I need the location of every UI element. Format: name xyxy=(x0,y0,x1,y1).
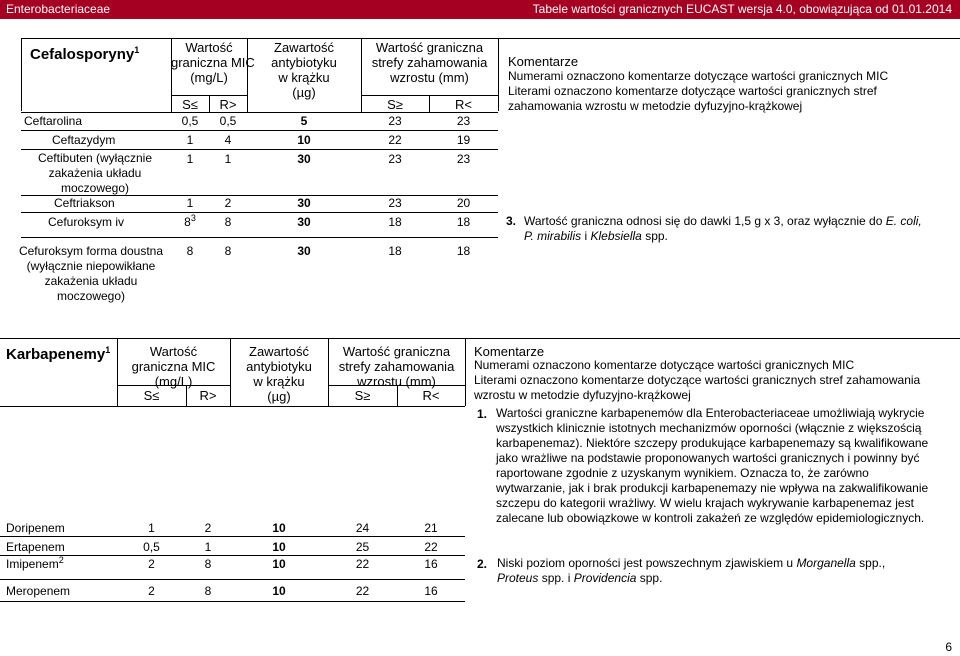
cell-mic-s: 1 xyxy=(186,133,194,147)
page-header-bar xyxy=(0,0,960,19)
comments-header: Komentarze xyxy=(508,54,579,69)
note-1-text: Wartości graniczne karbapenemów dla Enterobacteriaceae umożliwiają wykrycie wszystkich klinicznie istotnych mechanizmów oporności (włącznie z większością karbapenemaz). Niektóre szczepy produkujące karbapenemazy są kwalifikowane jako wrażliwe na podstawie proponowanych wartości granicznych i powinny być raportowane zgodnie z uzyskanym wynikiem. Oznacza to, że zarówno wytwarzanie, jak i brak produkcji karbapenemazy nie wpływa na zakwalifikowanie szczepu do kategorii wrażliwy. W wielu krajach wykrywanie karbapenemaz jest zalecane lub obowiązkowe w kontroli zakażeń ze względów epidemiologicznych. xyxy=(496,406,929,525)
cell-zone-s: 18 xyxy=(388,215,402,229)
cell-content: 10 xyxy=(272,584,286,598)
cell-zone-r: 23 xyxy=(456,114,471,128)
row-label: Ertapenem xyxy=(6,540,65,554)
mic-s-header: S≤ xyxy=(143,388,160,403)
note-3-number: 3. xyxy=(506,214,517,228)
cell-zone-r: 18 xyxy=(456,215,471,229)
cell-zone-s: 23 xyxy=(388,152,402,166)
cell-zone-s: 23 xyxy=(388,196,402,210)
zone-column-header: Wartość graniczna strefy zahamowania wzrostu (mm) xyxy=(371,40,488,85)
cell-zone-r: 16 xyxy=(424,584,438,598)
cell-mic-r: 4 xyxy=(224,133,232,147)
cell-zone-r: 16 xyxy=(424,557,438,571)
mic-column-header: Wartość graniczna MIC (mg/L) xyxy=(171,40,255,85)
page-number: 6 xyxy=(945,640,952,654)
cell-mic-r: 8 xyxy=(204,557,212,571)
cell-content: 30 xyxy=(297,196,311,210)
cell-content: 10 xyxy=(272,540,286,554)
cell-mic-s: 1 xyxy=(186,152,194,166)
cell-zone-s: 24 xyxy=(355,521,370,535)
mic-r-header: R> xyxy=(199,388,217,403)
cell-mic-r: 2 xyxy=(204,521,212,535)
cell-zone-s: 23 xyxy=(388,114,402,128)
zone-r-header: R< xyxy=(422,388,440,403)
mic-s-header: S≤ xyxy=(182,97,198,112)
zone-r-header: R< xyxy=(455,97,472,112)
header-document-title: Tabele wartości granicznych EUCAST wersja 4.0, obowiązująca od 01.01.2014 xyxy=(532,2,952,16)
cell-zone-s: 18 xyxy=(388,244,402,258)
cell-zone-r: 21 xyxy=(424,521,438,535)
note-2-text: Niski poziom oporności jest powszechnym zjawiskiem u Morganella spp., Proteus spp. i Providencia spp. xyxy=(497,556,886,585)
row-label: Cefuroksym forma doustna (wyłącznie niepowikłane zakażenia układu moczowego) xyxy=(18,244,164,303)
row-label: Doripenem xyxy=(6,521,65,535)
cell-mic-r: 1 xyxy=(204,540,212,554)
cell-mic-s: 8 xyxy=(186,244,194,258)
row-label: Imipenem$^2$ xyxy=(6,555,64,571)
row-label: Meropenem xyxy=(6,584,71,598)
cell-mic-r: 0,5 xyxy=(219,114,237,128)
row-label: Ceftazydym xyxy=(52,133,116,147)
row-label: Ceftibuten (wyłącznie zakażenia układu moczowego) xyxy=(37,151,153,195)
cell-zone-r: 22 xyxy=(424,540,438,554)
mic-r-header: R> xyxy=(219,97,237,112)
cell-content: 10 xyxy=(272,521,286,535)
comments-header: Komentarze xyxy=(474,344,545,359)
cell-zone-r: 18 xyxy=(456,244,471,258)
cell-mic-r: 8 xyxy=(224,215,232,229)
carbapenems-title: Karbapenemy$^1$ xyxy=(6,345,111,363)
cell-mic-r: 8 xyxy=(204,584,212,598)
disk-content-header: Zawartość antybiotyku w krążku (µg) xyxy=(271,40,337,100)
mic-column-header: Wartość graniczna MIC (mg/L) xyxy=(131,344,216,389)
cell-content: 5 xyxy=(300,114,308,128)
cell-content: 30 xyxy=(297,152,311,166)
note-2-number: 2. xyxy=(477,557,488,571)
cell-mic-s: 1 xyxy=(148,521,155,535)
cell-zone-r: 19 xyxy=(456,133,471,147)
cell-mic-s: 0,5 xyxy=(181,114,199,128)
cell-mic-s: $8^3$ xyxy=(184,213,196,229)
cell-zone-r: 23 xyxy=(456,152,471,166)
cell-content: 10 xyxy=(297,133,311,147)
row-label: Ceftriakson xyxy=(54,196,115,210)
cell-mic-s: 1 xyxy=(186,196,194,210)
cell-mic-r: 1 xyxy=(224,152,232,166)
cell-zone-s: 22 xyxy=(355,584,370,598)
cell-mic-s: 2 xyxy=(148,584,155,598)
cell-zone-r: 20 xyxy=(456,196,471,210)
cell-zone-s: 22 xyxy=(388,133,402,147)
cell-content: 30 xyxy=(297,244,311,258)
header-section-title: Enterobacteriaceae xyxy=(6,2,111,16)
cell-content: 30 xyxy=(297,215,311,229)
note-1-number: 1. xyxy=(477,407,488,421)
cell-mic-s: 2 xyxy=(148,557,155,571)
disk-content-header: Zawartość antybiotyku w krążku (µg) xyxy=(246,344,312,404)
cell-mic-r: 2 xyxy=(224,196,232,210)
row-label: Cefuroksym iv xyxy=(48,215,125,229)
cell-mic-s: 0,5 xyxy=(143,540,160,554)
cell-zone-s: 25 xyxy=(355,540,370,554)
cell-content: 10 xyxy=(272,557,286,571)
cephalosporins-title: Cefalosporyny$^1$ xyxy=(30,45,140,63)
zone-s-header: S≥ xyxy=(354,388,371,403)
row-label: Ceftarolina xyxy=(24,114,83,128)
note-3-text: Wartość graniczna odnosi się do dawki 1,5 g x 3, oraz wyłącznie do E. coli, P. mirabilis i Klebsiella spp. xyxy=(524,214,922,243)
comments-explanation: Numerami oznaczono komentarze dotyczące wartości granicznych MIC Literami oznaczono komentarze dotyczące wartości granicznych stref zahamowania wzrostu w metodzie dyfuzyjno-krążkowej xyxy=(508,69,889,113)
cell-zone-s: 22 xyxy=(355,557,370,571)
zone-s-header: S≥ xyxy=(387,97,403,112)
comments-explanation: Numerami oznaczono komentarze dotyczące wartości granicznych MIC Literami oznaczono komentarze dotyczące wartości granicznych stref zahamowania wzrostu w metodzie dyfuzyjno-krążkowej xyxy=(474,358,921,402)
zone-column-header: Wartość graniczna strefy zahamowania wzrostu (mm) xyxy=(338,344,455,389)
cell-mic-r: 8 xyxy=(224,244,232,258)
